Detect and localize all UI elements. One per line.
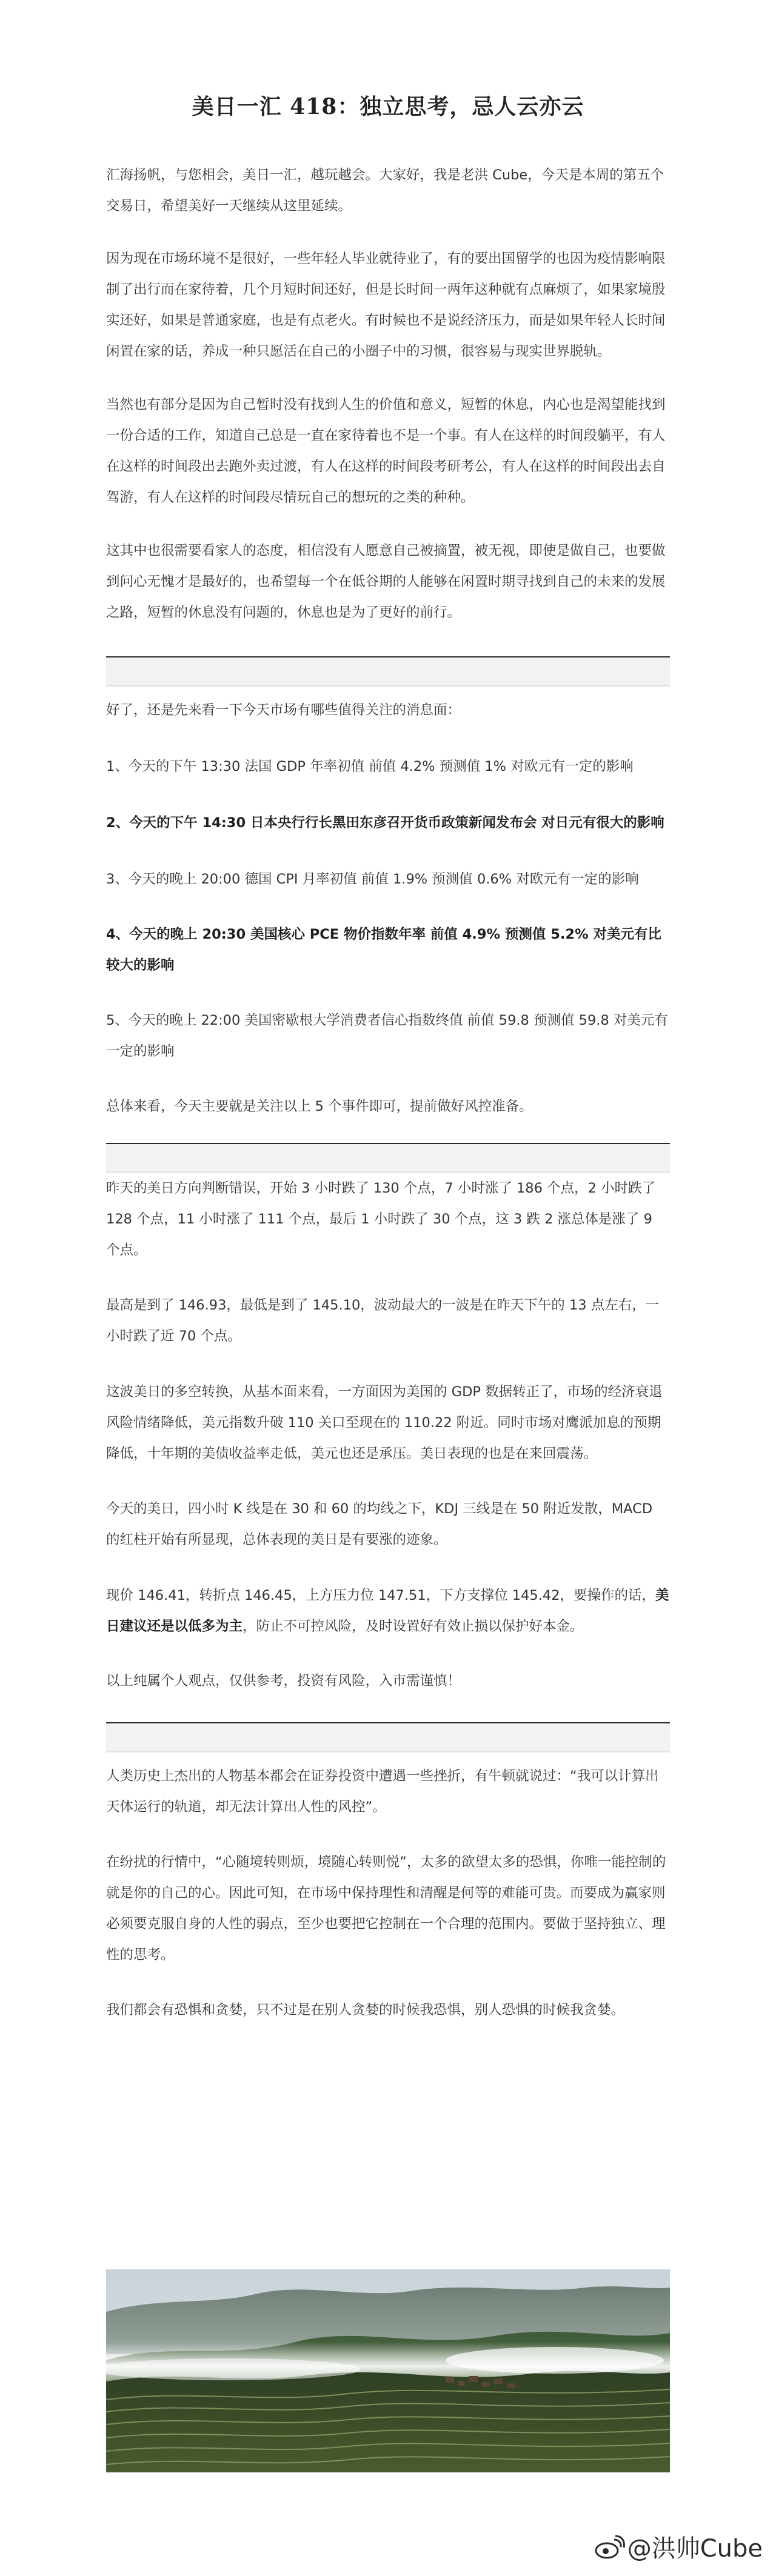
analysis-5-text: 现价 146.41，转折点 146.45，上方压力位 147.51，下方支撑位 145.42，要操作的话， (106, 1588, 656, 1603)
article (106, 0, 670, 2026)
news-item-3: 3、今天的晚上 20:00 德国 CPI 月率初值 前值 1.9% 预测值 0.6% 对欧元有一定的影响 (106, 871, 639, 887)
analysis-paragraph-2: 最高是到了 146.93，最低是到了 145.10，波动最大的一波是在昨天下午的 13 点左右，一小时跌了近 70 个点。 (106, 1297, 660, 1344)
closing-paragraph-2: 在纷扰的行情中，“心随境转则烦，境随心转则悦”，太多的欲望太多的恐惧，你唯一能控制的就是你的自己的心。因此可知，在市场中保持理性和清醒是何等的难能可贵。而要成为赢家则必须要克服自身的人性的弱点，至少也要把它控制在一个合理的范围内。要做于坚持独立、理性的思考。 (106, 1854, 666, 1963)
intro-paragraph: 汇海扬帆，与您相会，美日一汇，越玩越会。大家好，我是老洪 Cube，今天是本周的第五个交易日，希望美好一天继续从这里延续。 (106, 167, 664, 214)
section-divider-3 (106, 1722, 670, 1752)
paragraph-2: 因为现在市场环境不是很好，一些年轻人毕业就待业了，有的要出国留学的也因为疫情影响限制了出行而在家待着，几个月短时间还好，但是长时间一两年这种就有点麻烦了，如果家境殷实还好，如果是普通家庭，也是有点老火。有时候也不是说经济压力，而是如果年轻人长时间闲置在家的话，养成一种只愿活在自己的小圈子中的习惯，很容易与现实世界脱轨。 (106, 251, 666, 359)
analysis-5-recommendation: 美日建议还是以低多为主 (106, 1588, 669, 1634)
analysis-paragraph-5 (106, 1580, 670, 1642)
analysis-paragraph-1: 昨天的美日方向判断错误，开始 3 小时跌了 130 个点，7 小时涨了 186 个点，2 小时跌了 128 个点，11 小时涨了 111 个点，最后 1 小时跌了 30 个点，这 3 跌 2 涨总体是涨了 9 个点。 (106, 1180, 656, 1258)
disclaimer: 以上纯属个人观点，仅供参考，投资有风险，入市需谨慎！ (106, 1673, 461, 1689)
paragraph-3: 当然也有部分是因为自己暂时没有找到人生的价值和意义，短暂的休息，内心也是渴望能找到一份合适的工作，知道自己总是一直在家待着也不是一个事。有人在这样的时间段躺平，有人在这样的时间段出去跑外卖过渡，有人在这样的时间段考研考公，有人在这样的时间段出去自驾游，有人在这样的时间段尽情玩自己的想玩的之类的种种。 (106, 397, 666, 505)
news-item-5: 5、今天的晚上 22:00 美国密歇根大学消费者信心指数终值 前值 59.8 预测值 59.8 对美元有一定的影响 (106, 1013, 668, 1059)
news-item-2 (106, 808, 670, 839)
section-divider-1 (106, 656, 670, 687)
closing-paragraph-3: 我们都会有恐惧和贪婪，只不过是在别人贪婪的时候我恐惧，别人恐惧的时候我贪婪。 (106, 2002, 625, 2018)
author-watermark (594, 2529, 763, 2564)
watermark-text: @洪帅Cube (627, 2535, 763, 2563)
news-item-2-text: 2、今天的下午 14:30 日本央行行长黑田东彦召开货币政策新闻发布会 对日元有很大的影响 (106, 815, 664, 831)
weibo-logo-icon (594, 2534, 625, 2560)
analysis-paragraph-3: 这波美日的多空转换，从基本面来看，一方面因为美国的 GDP 数据转正了，市场的经济衰退风险情绪降低，美元指数升破 110 关口至现在的 110.22 附近。同时市场对鹰派加息的预期降低，十年期的美债收益率走低，美元也还是承压。美日表现的也是在来回震荡。 (106, 1384, 663, 1462)
news-item-4-text: 4、今天的晚上 20:30 美国核心 PCE 物价指数年率 前值 4.9% 预测值 5.2% 对美元有比较大的影响 (106, 927, 661, 973)
news-item-4 (106, 919, 670, 981)
analysis-paragraph-4: 今天的美日，四小时 K 线是在 30 和 60 的均线之下，KDJ 三线是在 50 附近发散，MACD 的红柱开始有所显现，总体表现的美日是有要涨的迹象。 (106, 1501, 653, 1548)
news-summary: 总体来看，今天主要就是关注以上 5 个事件即可，提前做好风控准备。 (106, 1099, 533, 1114)
article-title: 美日一汇 418：独立思考，忌人云亦云 (192, 94, 584, 119)
section-divider-2 (106, 1143, 670, 1173)
analysis-5-tail: ，防止不可控风险，及时设置好有效止损以保护好本金。 (242, 1619, 584, 1634)
paragraph-4: 这其中也很需要看家人的态度，相信没有人愿意自己被摘置，被无视，即使是做自己，也要做到问心无愧才是最好的，也希望每一个在低谷期的人能够在闲置时期寻找到自己的未来的发展之路，短暂的休息没有问题的，休息也是为了更好的前行。 (106, 543, 666, 621)
news-lead: 好了，还是先来看一下今天市场有哪些值得关注的消息面： (106, 702, 461, 718)
closing-paragraph-1: 人类历史上杰出的人物基本都会在证券投资中遭遇一些挫折，有牛顿就说过：“我可以计算出天体运行的轨道，却无法计算出人性的风控”。 (106, 1768, 659, 1815)
news-item-1: 1、今天的下午 13:30 法国 GDP 年率初值 前值 4.2% 预测值 1% 对欧元有一定的影响 (106, 759, 634, 774)
landscape-photo (106, 2269, 670, 2472)
